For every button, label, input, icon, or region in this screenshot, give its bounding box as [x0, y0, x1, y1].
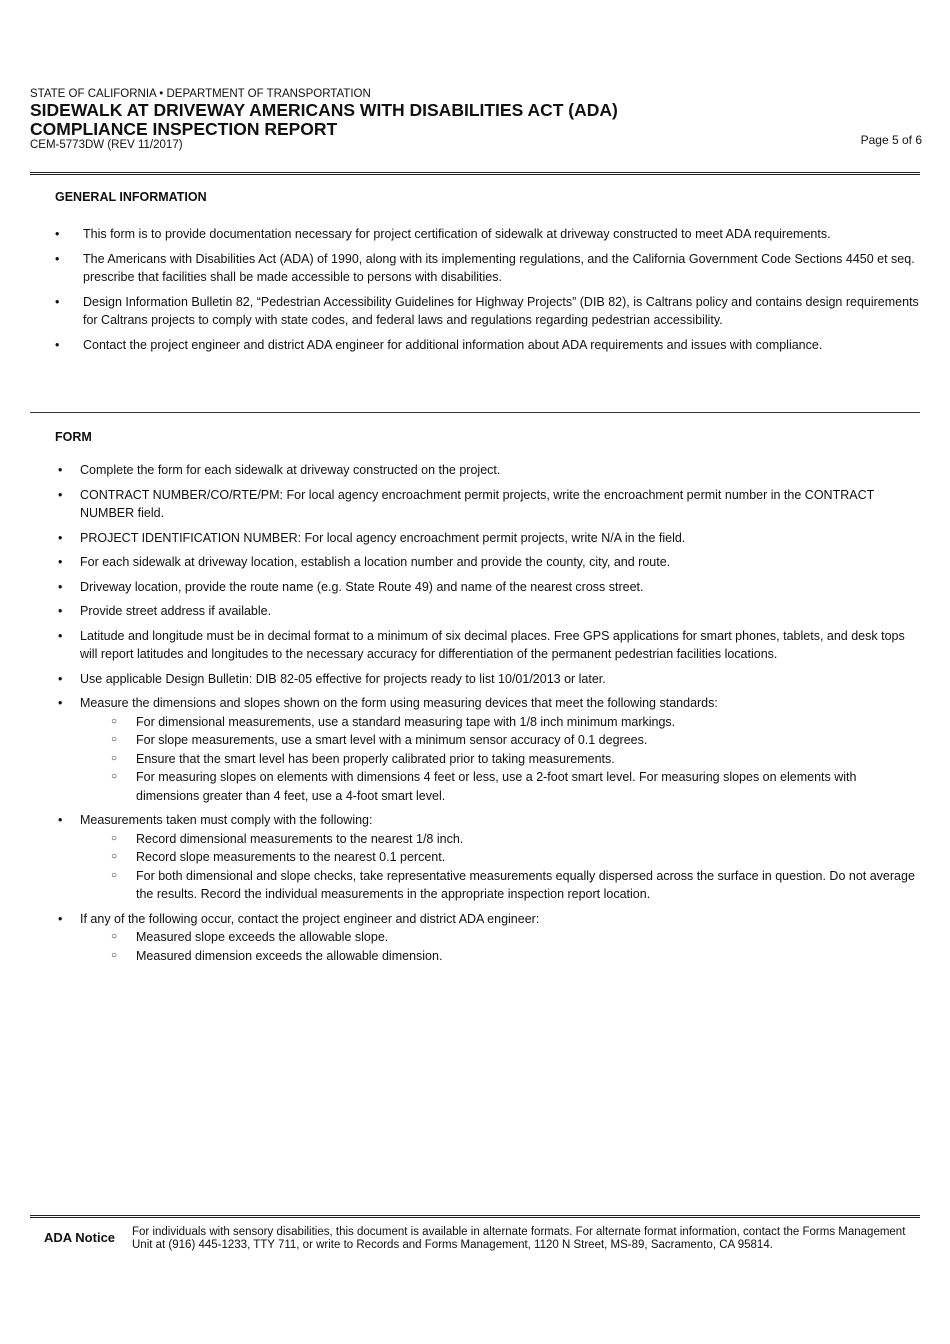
sub-list-item: [80, 768, 920, 805]
list-item-text: CONTRACT NUMBER/CO/RTE/PM: For local agency encroachment permit projects, write the encroachment permit number in the CONTRACT NUMBER field.: [80, 487, 875, 520]
sub-list-item: [80, 731, 920, 750]
general-information-list: [55, 225, 920, 360]
list-item-text: Measurements taken must comply with the following:: [80, 813, 373, 827]
sub-list-item: [80, 867, 920, 904]
bullet-icon: •: [58, 813, 63, 827]
list-item-text: If any of the following occur, contact the project engineer and district ADA engineer:: [80, 911, 540, 926]
bullet-icon: •: [58, 604, 63, 618]
form-instructions-list: [58, 461, 920, 971]
agency-name: STATE OF CALIFORNIA • DEPARTMENT OF TRANSPORTATION: [30, 88, 371, 100]
bullet-icon: •: [58, 579, 63, 594]
list-item-text: For each sidewalk at driveway location, establish a location number and provide the county, city, and route.: [80, 555, 671, 569]
sub-list-item-text: For dimensional measurements, use a standard measuring tape with 1/8 inch minimum markings.: [136, 714, 676, 729]
bullet-icon: •: [55, 227, 60, 241]
page-header: [30, 88, 922, 152]
list-item-measurement-compliance: [58, 811, 920, 904]
form-heading: FORM: [55, 430, 92, 444]
sub-list-item: [80, 848, 920, 867]
list-item: [55, 225, 920, 244]
list-item-text: Contact the project engineer and district ADA engineer for additional information about ADA requirements and issues with compliance.: [83, 337, 823, 352]
list-item-text: Use applicable Design Bulletin: DIB 82-05 effective for projects ready to list 10/01/2013 or later.: [80, 671, 606, 686]
circle-bullet-icon: ○: [111, 771, 118, 782]
list-item-text: This form is to provide documentation necessary for project certification of sidewalk at driveway constructed to meet ADA requirements.: [83, 227, 831, 241]
list-item-measurement-devices: [58, 694, 920, 805]
list-item: [55, 293, 920, 330]
bullet-icon: •: [58, 463, 63, 477]
sub-list: [80, 830, 920, 904]
bullet-icon: •: [58, 530, 63, 545]
list-item-contact-engineer: [58, 910, 920, 966]
bullet-icon: •: [58, 628, 63, 643]
sub-list-item-text: Ensure that the smart level has been properly calibrated prior to taking measurements.: [136, 751, 615, 766]
sub-list-item-text: Measured slope exceeds the allowable slope.: [136, 930, 389, 944]
form-title-line-1: SIDEWALK AT DRIVEWAY AMERICANS WITH DISABILITIES ACT (ADA): [30, 100, 618, 120]
ada-notice-text: For individuals with sensory disabilities, this document is available in alternate formats. For alternate format information, contact the Forms Management Unit at (916) 445-1233, TTY 711, or write to Records and Forms Management, 1120 N Street, MS-89, Sacramento, CA 95814.: [132, 1226, 906, 1251]
form-number: CEM-5773DW (REV 11/2017): [30, 139, 183, 151]
bullet-icon: •: [55, 294, 60, 309]
bullet-icon: •: [58, 671, 63, 686]
bullet-icon: •: [58, 487, 63, 502]
list-item: [58, 602, 920, 621]
general-information-heading: GENERAL INFORMATION: [55, 190, 207, 204]
section-divider: [30, 412, 920, 413]
sub-list-item-text: For both dimensional and slope checks, take representative measurements equally dispersed across the surface in question. Do not average the results. Record the individual measurements in the appropriate inspection report location.: [136, 868, 915, 901]
list-item-text: The Americans with Disabilities Act (ADA) of 1990, along with its implementing regulations, and the California Government Code Sections 4450 et seq. prescribe that facilities shall be made accessible to persons with disabilities.: [83, 251, 915, 284]
list-item-text: Provide street address if available.: [80, 604, 272, 618]
circle-bullet-icon: ○: [111, 715, 118, 727]
sub-list-item-text: For slope measurements, use a smart level with a minimum sensor accuracy of 0.1 degrees.: [136, 733, 648, 747]
page-number: Page 5 of 6: [860, 133, 922, 147]
sub-list-item: [80, 750, 920, 769]
list-item-text: Complete the form for each sidewalk at driveway constructed on the project.: [80, 463, 501, 477]
footer-divider: [30, 1215, 920, 1218]
circle-bullet-icon: ○: [111, 931, 118, 942]
list-item: [58, 553, 920, 572]
circle-bullet-icon: ○: [111, 832, 118, 844]
list-item-text: Latitude and longitude must be in decimal format to a minimum of six decimal places. Free GPS applications for smart phones, tablets, and desk tops will report latitudes and longitudes to the necessary accuracy for differentiation of the permanent pedestrian facilities locations.: [80, 628, 905, 661]
sub-list-item: [80, 713, 920, 732]
sub-list-item: [80, 947, 920, 966]
circle-bullet-icon: ○: [111, 851, 118, 862]
circle-bullet-icon: ○: [111, 752, 118, 764]
bullet-icon: •: [55, 337, 60, 352]
list-item-text: Measure the dimensions and slopes shown on the form using measuring devices that meet the following standards:: [80, 696, 718, 710]
header-divider: [30, 172, 920, 175]
list-item-text: Design Information Bulletin 82, “Pedestrian Accessibility Guidelines for Highway Projects” (DIB 82), is Caltrans policy and contains design requirements for Caltrans projects to comply with state codes, and federal laws and regulations regarding pedestrian accessibility.: [83, 294, 919, 327]
list-item: [58, 486, 920, 523]
sub-list-item: [80, 830, 920, 849]
list-item: [58, 461, 920, 480]
ada-notice-label: ADA Notice: [44, 1230, 116, 1245]
sub-list-item-text: Record slope measurements to the nearest 0.1 percent.: [136, 850, 446, 864]
sub-list-item-text: Measured dimension exceeds the allowable dimension.: [136, 948, 443, 963]
list-item: [55, 336, 920, 355]
list-item-text: PROJECT IDENTIFICATION NUMBER: For local agency encroachment permit projects, write N/A in the field.: [80, 530, 686, 545]
sub-list: [80, 928, 920, 965]
form-title-line-2: COMPLIANCE INSPECTION REPORT: [30, 119, 338, 139]
bullet-icon: •: [58, 696, 63, 710]
sub-list-item-text: For measuring slopes on elements with dimensions 4 feet or less, use a 2-foot smart level. For measuring slopes on elements with dimensions greater than 4 feet, use a 4-foot smart level.: [136, 770, 857, 803]
sub-list: [80, 713, 920, 806]
list-item: [58, 578, 920, 597]
list-item: [58, 670, 920, 689]
circle-bullet-icon: ○: [111, 949, 118, 961]
list-item: [58, 627, 920, 664]
sub-list-item: [80, 928, 920, 947]
sub-list-item-text: Record dimensional measurements to the nearest 1/8 inch.: [136, 831, 464, 846]
bullet-icon: •: [55, 251, 60, 266]
list-item-text: Driveway location, provide the route name (e.g. State Route 49) and name of the nearest cross street.: [80, 579, 644, 594]
list-item: [55, 250, 920, 287]
circle-bullet-icon: ○: [111, 734, 118, 745]
circle-bullet-icon: ○: [111, 869, 118, 881]
list-item: [58, 529, 920, 548]
bullet-icon: •: [58, 911, 63, 926]
bullet-icon: •: [58, 555, 63, 569]
